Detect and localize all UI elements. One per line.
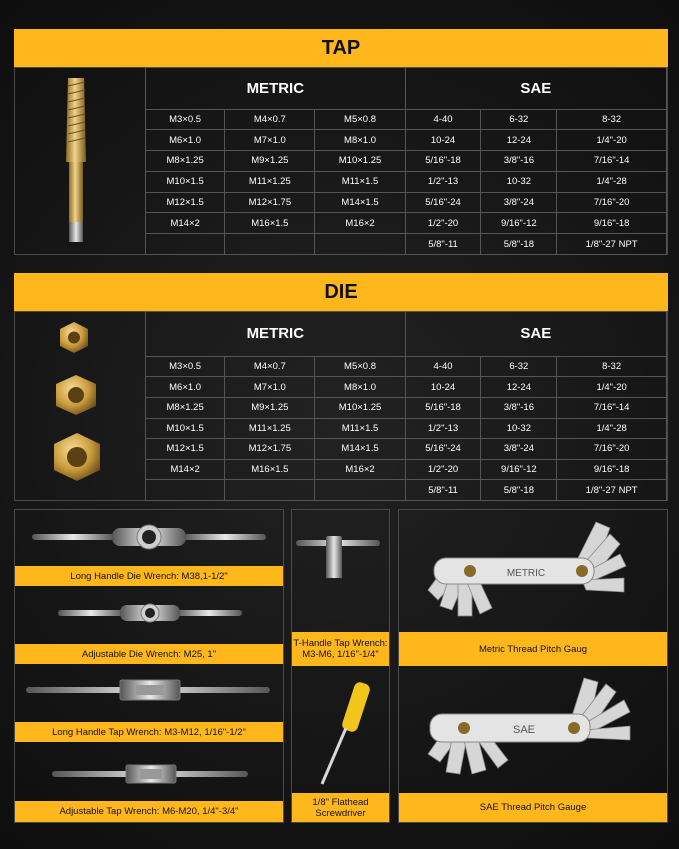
table-cell: M12×1.5 — [146, 439, 225, 460]
table-cell: M7×1.0 — [225, 377, 315, 398]
table-cell: M14×2 — [146, 459, 225, 480]
table-cell: 7/16"-20 — [557, 192, 667, 213]
die-banner — [14, 273, 668, 311]
table-cell: M6×1.0 — [146, 130, 225, 151]
table-cell: M8×1.25 — [146, 151, 225, 172]
table-cell: 10-32 — [481, 171, 557, 192]
tap-banner — [14, 29, 668, 67]
tap-image — [40, 72, 120, 252]
table-cell: 8-32 — [557, 109, 667, 130]
table-row — [146, 213, 667, 234]
table-cell: M8×1.0 — [315, 377, 405, 398]
table-cell: 10-24 — [405, 130, 481, 151]
table-cell: M3×0.5 — [146, 356, 225, 377]
table-cell: 8-32 — [557, 356, 667, 377]
table-cell: M4×0.7 — [225, 109, 315, 130]
table-cell: 12-24 — [481, 130, 557, 151]
table-row — [146, 418, 667, 439]
table-cell: 7/16"-20 — [557, 439, 667, 460]
table-cell: M12×1.75 — [225, 439, 315, 460]
table-cell: M16×1.5 — [225, 213, 315, 234]
metric-gauge-label: Metric Thread Pitch Gaug — [399, 632, 667, 666]
table-cell — [225, 234, 315, 255]
table-row — [146, 130, 667, 151]
table-cell: M12×1.5 — [146, 192, 225, 213]
table-cell: 9/16"-18 — [557, 459, 667, 480]
table-cell: M3×0.5 — [146, 109, 225, 130]
adj-die-wrench-image — [56, 598, 246, 630]
t-handle-label: T-Handle Tap Wrench: M3-M6, 1/16"-1/4" — [292, 632, 389, 666]
table-cell: M16×2 — [315, 459, 405, 480]
table-cell: 9/16"-18 — [557, 213, 667, 234]
long-die-wrench-label: Long Handle Die Wrench: M38,1-1/2" — [15, 566, 283, 586]
table-cell: M5×0.8 — [315, 109, 405, 130]
table-cell: M11×1.5 — [315, 418, 405, 439]
die-title: DIE — [324, 280, 358, 303]
table-cell: 5/8"-11 — [405, 234, 481, 255]
table-cell: M5×0.8 — [315, 356, 405, 377]
table-cell: M10×1.5 — [146, 171, 225, 192]
sae-gauge-stamp: SAE — [512, 724, 536, 736]
tap-sae-header: SAE — [405, 68, 666, 110]
adj-tap-wrench-image — [50, 762, 250, 786]
table-cell: 5/16"-24 — [405, 192, 481, 213]
table-cell: 1/2"-13 — [405, 418, 481, 439]
table-row — [146, 151, 667, 172]
table-cell: 5/16"-18 — [405, 151, 481, 172]
table-row — [146, 171, 667, 192]
table-cell: 3/8"-16 — [481, 151, 557, 172]
metric-gauge-stamp: METRIC — [506, 568, 546, 579]
table-row — [146, 109, 667, 130]
tap-title: TAP — [321, 36, 361, 59]
die-table — [145, 311, 667, 501]
die-metric-header: METRIC — [146, 312, 406, 357]
sae-gauge-label: SAE Thread Pitch Gauge — [399, 793, 667, 822]
table-cell — [146, 234, 225, 255]
table-cell: M7×1.0 — [225, 130, 315, 151]
table-cell: 6-32 — [481, 109, 557, 130]
table-cell: 3/8"-16 — [481, 397, 557, 418]
table-cell: M4×0.7 — [225, 356, 315, 377]
adj-tap-wrench-label: Adjustable Tap Wrench: M6-M20, 1/4"-3/4" — [15, 801, 283, 822]
long-tap-wrench-label: Long Handle Tap Wrench: M3-M12, 1/16"-1/2" — [15, 722, 283, 742]
table-row — [146, 459, 667, 480]
table-cell — [146, 480, 225, 501]
sae-gauge-image — [424, 676, 644, 776]
table-cell: 1/8"-27 NPT — [557, 480, 667, 501]
table-cell: M10×1.5 — [146, 418, 225, 439]
die-image — [48, 322, 118, 492]
table-cell: 9/16"-12 — [481, 213, 557, 234]
table-cell: 1/4"-28 — [557, 171, 667, 192]
table-cell: 1/2"-20 — [405, 213, 481, 234]
table-cell: M10×1.25 — [315, 151, 405, 172]
long-tap-wrench-image — [24, 676, 272, 706]
table-cell: 5/8"-18 — [481, 480, 557, 501]
table-cell: M8×1.0 — [315, 130, 405, 151]
table-cell: 9/16"-12 — [481, 459, 557, 480]
table-row — [146, 356, 667, 377]
table-cell: 10-32 — [481, 418, 557, 439]
table-cell: 1/4"-20 — [557, 130, 667, 151]
long-die-wrench-image — [28, 520, 270, 556]
table-cell: M9×1.25 — [225, 151, 315, 172]
table-cell: M14×1.5 — [315, 439, 405, 460]
die-sae-header: SAE — [405, 312, 666, 357]
table-row — [146, 397, 667, 418]
table-cell: 7/16"-14 — [557, 397, 667, 418]
table-row — [146, 192, 667, 213]
tap-table — [145, 67, 667, 255]
table-cell: 1/4"-28 — [557, 418, 667, 439]
table-cell: 3/8"-24 — [481, 192, 557, 213]
table-cell: 5/8"-18 — [481, 234, 557, 255]
table-row — [146, 439, 667, 460]
table-cell: 4-40 — [405, 356, 481, 377]
metric-gauge-image — [424, 520, 644, 620]
table-cell — [225, 480, 315, 501]
table-cell — [315, 234, 405, 255]
screwdriver-image — [310, 680, 374, 790]
table-cell: M12×1.75 — [225, 192, 315, 213]
screwdriver-label: 1/8" Flathead Screwdriver — [292, 793, 389, 822]
table-cell: 1/2"-13 — [405, 171, 481, 192]
table-cell: M10×1.25 — [315, 397, 405, 418]
table-cell: 12-24 — [481, 377, 557, 398]
tap-metric-header: METRIC — [146, 68, 406, 110]
table-row — [146, 234, 667, 255]
adj-die-wrench-label: Adjustable Die Wrench: M25, 1" — [15, 644, 283, 664]
table-cell: 1/4"-20 — [557, 377, 667, 398]
table-cell: 5/16"-18 — [405, 397, 481, 418]
t-handle-wrench-image — [292, 528, 390, 624]
table-cell: 6-32 — [481, 356, 557, 377]
table-cell: M16×2 — [315, 213, 405, 234]
table-cell: 5/16"-24 — [405, 439, 481, 460]
table-cell: M11×1.25 — [225, 418, 315, 439]
table-cell: M8×1.25 — [146, 397, 225, 418]
table-cell: M14×1.5 — [315, 192, 405, 213]
table-cell: 1/2"-20 — [405, 459, 481, 480]
table-cell: M16×1.5 — [225, 459, 315, 480]
table-cell: 3/8"-24 — [481, 439, 557, 460]
table-cell: M11×1.25 — [225, 171, 315, 192]
table-cell: 7/16"-14 — [557, 151, 667, 172]
table-row — [146, 480, 667, 501]
table-cell: 10-24 — [405, 377, 481, 398]
table-row — [146, 377, 667, 398]
table-cell: M11×1.5 — [315, 171, 405, 192]
table-cell: 1/8"-27 NPT — [557, 234, 667, 255]
table-cell: M14×2 — [146, 213, 225, 234]
table-cell: M6×1.0 — [146, 377, 225, 398]
table-cell: 5/8"-11 — [405, 480, 481, 501]
table-cell: M9×1.25 — [225, 397, 315, 418]
table-cell: 4-40 — [405, 109, 481, 130]
table-cell — [315, 480, 405, 501]
